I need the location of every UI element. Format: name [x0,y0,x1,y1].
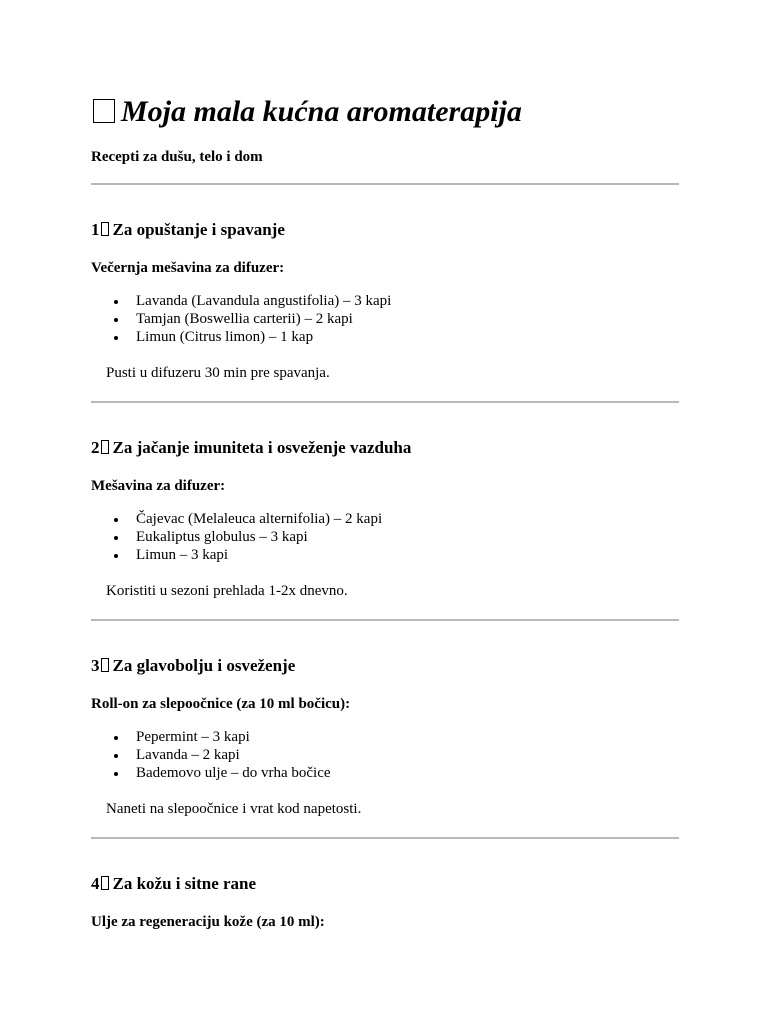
list-item: Čajevac (Melaleuca alternifolia) – 2 kapi [136,510,679,528]
section-number: 1 [91,220,100,239]
page-subtitle: Recepti za dušu, telo i dom [91,149,263,165]
list-item: Pepermint – 3 kapi [136,728,679,746]
section-3 [91,655,679,819]
section-2 [91,437,679,601]
ingredient-list [91,728,679,782]
usage-note: Pusti u difuzeru 30 min pre spavanja. [106,365,330,381]
recipe-label: Roll-on za slepoočnice (za 10 ml bočicu): [91,696,351,712]
title-text: Moja mala kućna aromaterapija [121,95,522,128]
section-heading-text: Za jačanje imuniteta i osveženje vazduha [112,438,412,457]
list-item: Lavanda (Lavandula angustifolia) – 3 kapi [136,292,679,310]
usage-note: Naneti na slepoočnice i vrat kod napetosti. [106,801,362,817]
list-item: Limun (Citrus limon) – 1 kap [136,328,679,346]
section-heading [91,219,679,241]
list-item: Eukaliptus globulus – 3 kapi [136,528,679,546]
section-number: 4 [91,874,100,893]
divider [91,619,679,621]
list-item: Tamjan (Boswellia carterii) – 2 kapi [136,310,679,328]
keycap-glyph-icon [101,658,109,672]
section-number: 3 [91,656,100,675]
ingredient-list [91,292,679,346]
keycap-glyph-icon [101,440,109,454]
page-title [91,92,522,132]
recipe-label: Mešavina za difuzer: [91,478,226,494]
section-heading [91,873,679,895]
section-heading [91,437,679,459]
section-heading-text: Za glavobolju i osveženje [112,656,296,675]
divider [91,837,679,839]
missing-glyph-icon [93,99,115,123]
usage-note: Koristiti u sezoni prehlada 1-2x dnevno. [106,583,348,599]
keycap-glyph-icon [101,222,109,236]
section-heading-text: Za kožu i sitne rane [112,874,257,893]
section-number: 2 [91,438,100,457]
section-heading [91,655,679,677]
list-item: Limun – 3 kapi [136,546,679,564]
section-4 [91,873,679,932]
divider [91,401,679,403]
section-heading-text: Za opuštanje i spavanje [112,220,285,239]
keycap-glyph-icon [101,876,109,890]
recipe-label: Ulje za regeneraciju kože (za 10 ml): [91,914,325,930]
divider [91,183,679,185]
section-1 [91,219,679,383]
list-item: Lavanda – 2 kapi [136,746,679,764]
list-item: Bademovo ulje – do vrha bočice [136,764,679,782]
recipe-label: Večernja mešavina za difuzer: [91,260,285,276]
ingredient-list [91,510,679,564]
